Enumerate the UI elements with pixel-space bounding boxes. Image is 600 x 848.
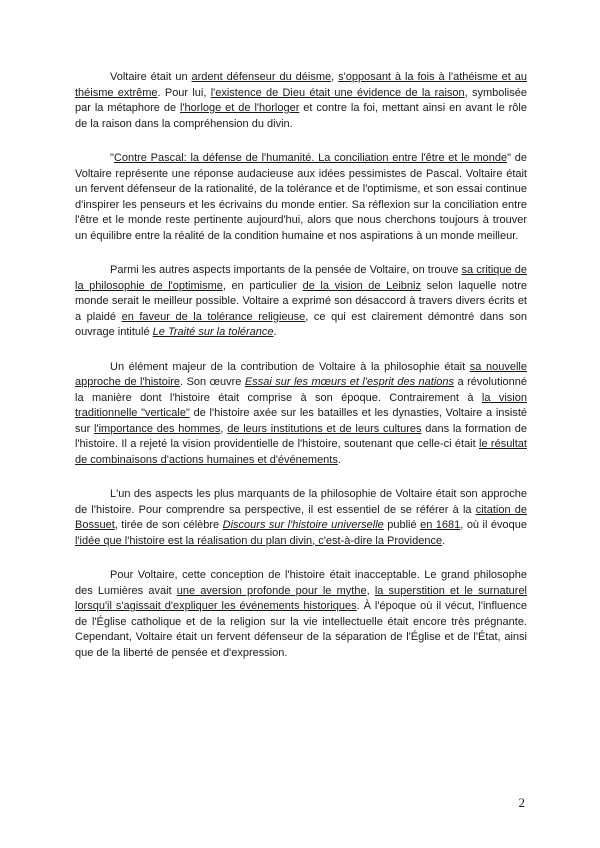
paragraph-histoire-nouvelle [75, 360, 527, 469]
page-number: 2 [518, 795, 525, 810]
emphasized-text: l'existence de Dieu était une évidence de la raison [210, 86, 465, 99]
text-run: " de Voltaire représente une réponse audacieuse aux idées pessimistes de Pascal. Voltaire était un fervent défenseur de la rationalité, de la tolérance et de l'optimisme, et son essai continue d'inspirer les penseurs et les écrivains du monde entier. Sa réflexion sur la conciliation entre l'être et le monde reste pertinente aujourd'hui, alors que nous cherchons toujours à trouver un équilibre entre la réalité de la condition humaine et nos aspirations à un monde meilleur. [75, 152, 527, 242]
emphasized-text: la superstition et le surnaturel lorsqu'il s'agissait d'expliquer les événements historiques [75, 584, 527, 612]
emphasized-text: s'opposant à la fois à l'athéisme et au théisme extrême [75, 71, 527, 99]
emphasized-text: l'importance des hommes [94, 422, 221, 435]
text-run: publié [383, 519, 421, 531]
paragraph-contre-pascal [75, 151, 527, 244]
emphasized-text: l'horloge et de l'horloger [180, 102, 300, 114]
text-run: , où il évoque [460, 519, 527, 531]
body-text [75, 70, 527, 680]
emphasized-text: sa critique de la philosophie de l'optimisme [75, 264, 527, 292]
text-run: dans la formation de l'histoire. Il a rejeté la vision providentielle de l'histoire, soutenant que celle-ci était [75, 422, 527, 450]
text-run: et contre la foi, mettant ainsi en avant le rôle de la raison dans la compréhension du divin. [75, 102, 527, 130]
text-run: , [220, 422, 228, 435]
emphasized-text: sa nouvelle approche de l'histoire [75, 360, 527, 388]
emphasized-text: en faveur de la tolérance religieuse [121, 310, 306, 323]
emphasized-text: de leurs institutions et de leurs cultures [227, 422, 422, 435]
emphasized-text: en 1681 [420, 519, 461, 531]
emphasized-text: une aversion profonde pour le mythe [176, 584, 367, 597]
text-run: . [337, 453, 341, 466]
text-run: Voltaire était un [110, 71, 192, 83]
emphasized-text: Contre Pascal: la défense de l'humanité. La conciliation entre l'être et le monde [113, 152, 508, 164]
emphasized-text: ardent défenseur du déisme [191, 71, 332, 83]
emphasized-text: la vision traditionnelle "verticale" [75, 391, 527, 419]
paragraph-optimisme [75, 263, 527, 341]
paragraph-deisme [75, 70, 527, 132]
text-run: de l'histoire axée sur les batailles et les dynasties, Voltaire a insisté sur [75, 407, 528, 435]
emphasized-text: Discours sur l'histoire universelle [222, 519, 384, 531]
emphasized-text: le résultat de combinaisons d'actions humaines et d'événements [75, 438, 527, 466]
text-run: selon laquelle notre monde serait le meilleur possible. Voltaire a exprimé son désaccord à travers divers écrits et a plaidé [75, 279, 527, 323]
text-run: " [110, 152, 114, 164]
text-run: , symbolisée par la métaphore de [75, 86, 527, 114]
text-run: , [331, 71, 339, 83]
text-run: Parmi les autres aspects importants de la pensée de Voltaire, on trouve [110, 264, 462, 276]
text-run: Pour Voltaire, cette conception de l'histoire était inacceptable. Le grand philosophe des Lumières avait [75, 569, 527, 597]
text-run: . Pour lui, [157, 86, 211, 99]
text-run: L'un des aspects les plus marquants de la philosophie de Voltaire était son approche de l'histoire. Pour comprendre sa perspective, il est essentiel de se référer à la [75, 488, 527, 516]
emphasized-text: Le Traité sur la tolérance [152, 326, 274, 338]
text-run: a révolutionné la manière dont l'histoire était comprise à son époque. Contrairement à [75, 376, 527, 404]
emphasized-text: de la vision de Leibniz [302, 279, 421, 292]
emphasized-text: citation de Bossuet [75, 503, 527, 531]
paragraph-bossuet [75, 487, 527, 549]
text-run: , [366, 584, 375, 597]
text-run: . [442, 534, 446, 547]
text-run: Un élément majeur de la contribution de Voltaire à la philosophie était [110, 360, 470, 373]
text-run: , ce qui est clairement démontré dans son ouvrage intitulé [75, 310, 527, 338]
paragraph-lumieres [75, 568, 527, 661]
text-run: , en particulier [222, 279, 303, 292]
text-run: , tirée de son célèbre [114, 519, 223, 531]
text-run: . À l'époque où il vécut, l'influence de l'Église catholique et de la religion sur la vie intellectuelle était encore très prégnante. Cependant, Voltaire était un fervent défenseur de la séparation de l'Église et de l'État, ainsi que de la liberté de pensée et d'expression. [75, 600, 527, 659]
emphasized-text: l'idée que l'histoire est la réalisation du plan divin, c'est-à-dire la Providence [75, 534, 443, 547]
text-run: . Son œuvre [180, 376, 245, 388]
text-run: . [273, 326, 277, 338]
emphasized-text: Essai sur les mœurs et l'esprit des nations [244, 376, 455, 388]
